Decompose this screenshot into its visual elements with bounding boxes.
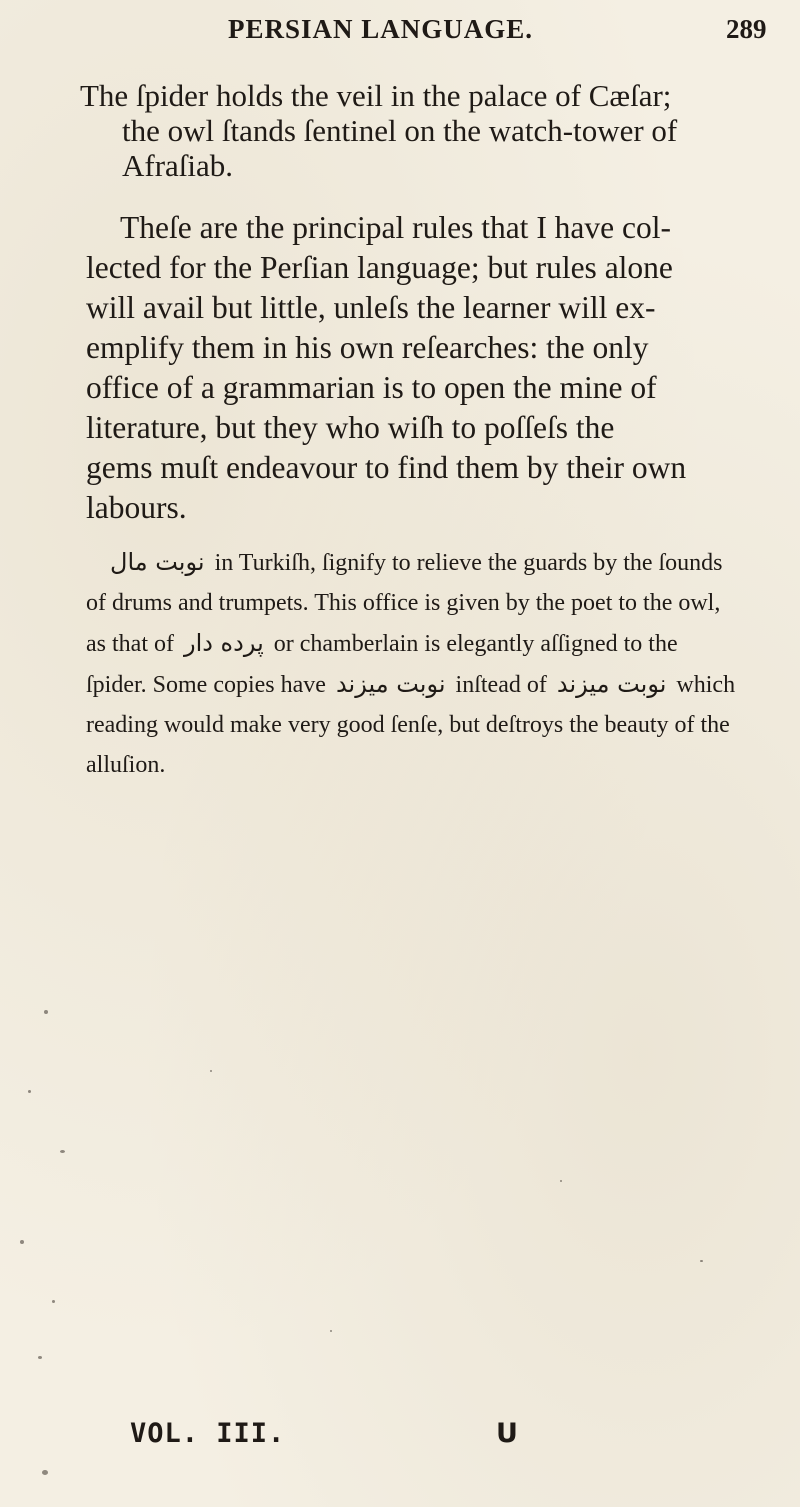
note-text: or chamberlain is elegantly aſſigned to the [273,631,678,657]
body-line: office of a grammarian is to open the mine of [86,370,657,405]
paper-speckle [700,1260,703,1262]
note-line: alluſion. [86,752,166,778]
body-line: labours. [86,490,187,525]
arabic-term: پرده دار [183,629,264,657]
signature-mark: U [496,1418,518,1449]
body-line: Theſe are the principal rules that I have col- [120,210,671,245]
body-paragraph [86,208,776,528]
body-line: will avail but little, unleſs the learner will ex- [86,290,656,325]
body-line: emplify them in his own reſearches: the only [86,330,649,365]
verse-translation [80,78,780,183]
note-text: inſtead of [455,672,547,698]
note-line: reading would make very good ſenſe, but deſtroys the beauty of the [86,712,730,738]
note-line: of drums and trumpets. This office is given by the poet to the owl, [86,590,721,616]
volume-mark: VOL. III. [130,1418,286,1449]
body-line: gems muſt endeavour to find them by their own [86,450,687,485]
paper-speckle [28,1090,31,1093]
paper-speckle [60,1150,65,1153]
paper-speckle [330,1330,332,1332]
page-header [0,8,800,48]
paper-speckle [44,1010,48,1014]
arabic-term: نوبت مال [110,548,205,576]
verse-line: Afraſiab. [122,148,234,183]
note-line [86,664,786,705]
paper-speckle [38,1356,42,1359]
note-text: as that of [86,631,174,657]
page-footer [0,1418,800,1458]
verse-line: the owl ſtands ſentinel on the watch-tower of [122,113,678,148]
running-head: PERSIAN LANGUAGE. [228,14,534,44]
paper-speckle [20,1240,24,1244]
note-text: ſpider. Some copies have [86,672,326,698]
paper-speckle [52,1300,55,1303]
note-line [86,623,786,664]
paper-speckle [42,1470,48,1475]
footnote [86,542,786,785]
body-line: literature, but they who wiſh to poſſeſs the [86,410,615,445]
body-line: lected for the Perſian language; but rules alone [86,250,673,285]
note-text: which [676,672,736,698]
page-number: 289 [726,14,767,44]
arabic-term: نوبت ميزند [556,670,667,698]
note-text: in Turkiſh, ſignify to relieve the guards by the ſounds [214,550,723,576]
paper-speckle [210,1070,212,1072]
note-line [86,542,786,583]
paper-speckle [560,1180,562,1182]
arabic-term: نوبت ميزند [335,670,446,698]
verse-line: The ſpider holds the veil in the palace of Cæſar; [80,78,672,113]
